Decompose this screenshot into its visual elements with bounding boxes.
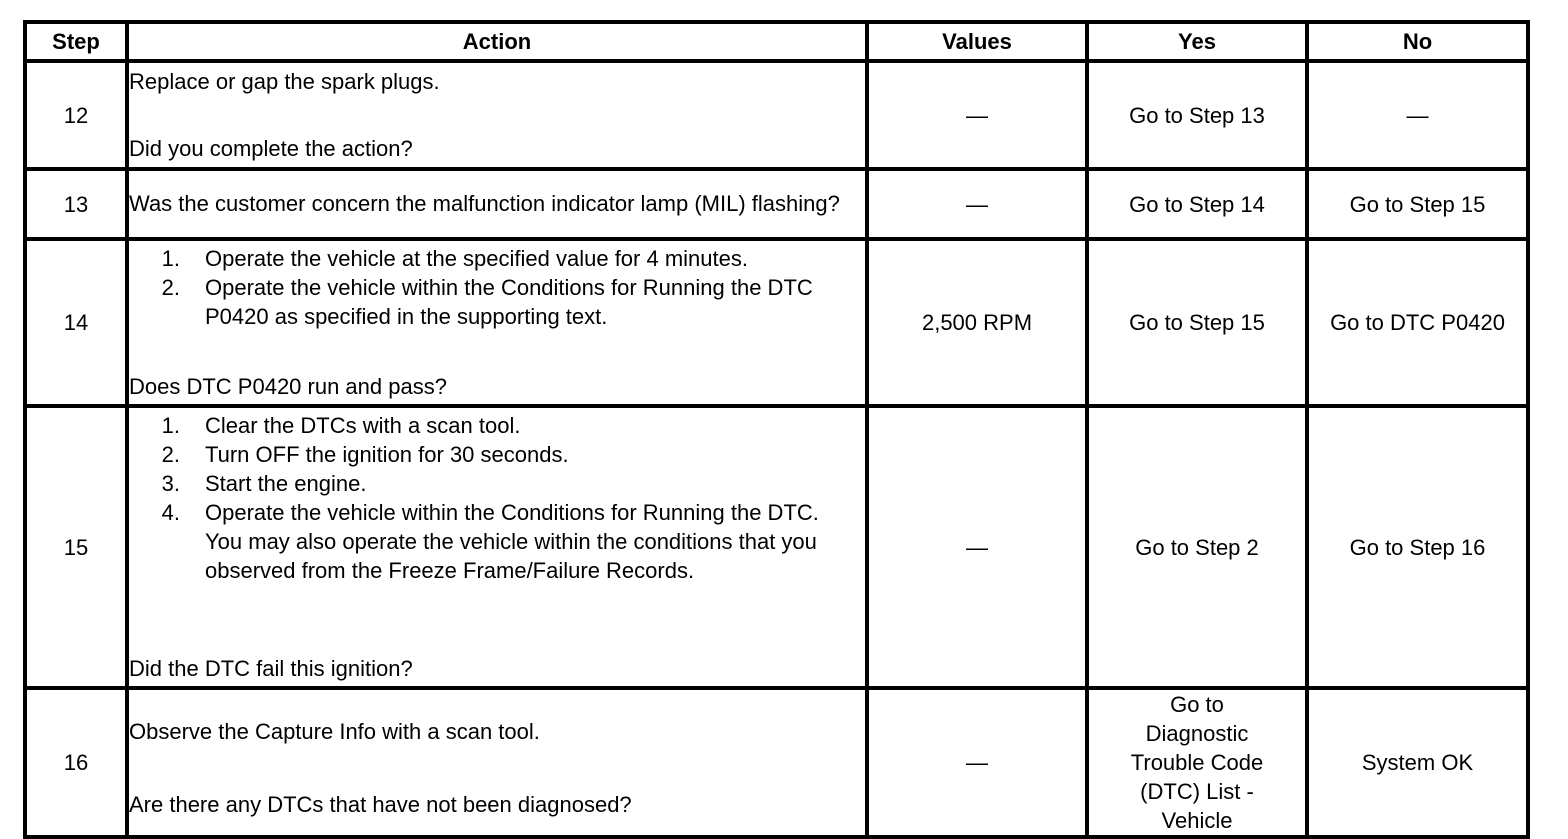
header-values: Values	[867, 22, 1087, 61]
header-no: No	[1307, 22, 1528, 61]
step-number: 15	[25, 406, 127, 688]
action-question: Did the DTC fail this ignition?	[129, 656, 413, 681]
no-cell: Go to Step 15	[1307, 169, 1528, 239]
header-action: Action	[127, 22, 867, 61]
list-item: 2. Operate the vehicle within the Conditions for Running the DTC P0420 as specified in the supporting text.	[161, 275, 813, 329]
yes-cell: Go to Diagnostic Trouble Code (DTC) List - Vehicle	[1087, 688, 1307, 837]
table-row	[25, 169, 1528, 239]
no-cell: Go to DTC P0420	[1307, 239, 1528, 406]
no-cell: System OK	[1307, 688, 1528, 837]
header-yes: Yes	[1087, 22, 1307, 61]
action-instruction: Observe the Capture Info with a scan tool.	[129, 718, 540, 744]
header-step: Step	[25, 22, 127, 61]
action-question: Are there any DTCs that have not been diagnosed?	[129, 791, 632, 817]
yes-cell: Go to Step 2	[1087, 406, 1307, 688]
yes-cell: Go to Step 13	[1087, 61, 1307, 169]
list-item: 1. Clear the DTCs with a scan tool.	[161, 413, 521, 438]
action-cell	[127, 406, 867, 688]
action-list	[129, 244, 865, 331]
table-row	[25, 688, 1528, 837]
step-number: 13	[25, 169, 127, 239]
value-cell: —	[867, 406, 1087, 688]
value-cell: —	[867, 688, 1087, 837]
no-cell: —	[1307, 61, 1528, 169]
list-item: 4. Operate the vehicle within the Conditions for Running the DTC. You may also operate the vehicle within the conditions that you observed from the Freeze Frame/Failure Records.	[161, 500, 819, 583]
step-number: 14	[25, 239, 127, 406]
list-item: 3. Start the engine.	[161, 471, 367, 496]
action-question: Was the customer concern the malfunction indicator lamp (MIL) flashing?	[129, 190, 840, 216]
value-cell: —	[867, 169, 1087, 239]
action-list	[129, 411, 865, 585]
no-cell: Go to Step 16	[1307, 406, 1528, 688]
table-row	[25, 61, 1528, 169]
yes-cell: Go to Step 15	[1087, 239, 1307, 406]
list-item: 2. Turn OFF the ignition for 30 seconds.	[161, 442, 569, 467]
table-row	[25, 406, 1528, 688]
value-cell: —	[867, 61, 1087, 169]
diagnostic-table	[23, 20, 1530, 839]
table-row	[25, 239, 1528, 406]
action-question: Did you complete the action?	[129, 136, 413, 161]
action-cell	[127, 688, 867, 837]
yes-cell: Go to Step 14	[1087, 169, 1307, 239]
action-cell	[127, 239, 867, 406]
action-cell	[127, 61, 867, 169]
step-number: 16	[25, 688, 127, 837]
action-cell	[127, 169, 867, 239]
list-item: 1. Operate the vehicle at the specified value for 4 minutes.	[161, 246, 748, 271]
value-cell: 2,500 RPM	[867, 239, 1087, 406]
action-instruction: Replace or gap the spark plugs.	[129, 69, 440, 94]
header-row	[25, 22, 1528, 61]
step-number: 12	[25, 61, 127, 169]
action-question: Does DTC P0420 run and pass?	[129, 374, 447, 399]
